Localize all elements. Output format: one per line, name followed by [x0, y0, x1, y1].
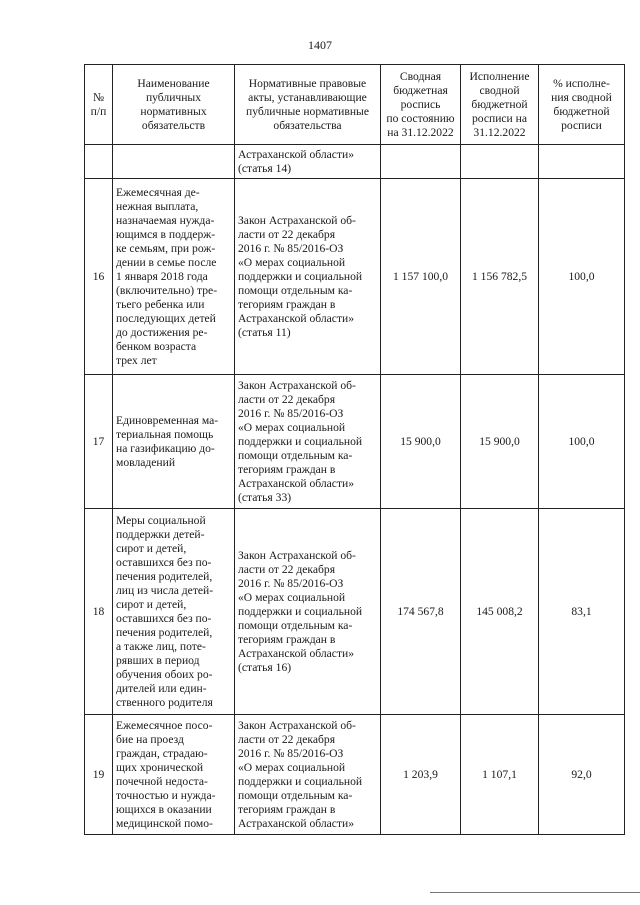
table-header-row [85, 65, 625, 145]
table-row [85, 715, 625, 835]
cell-name: Единовременная ма- териальная помощь на газификацию до- мовладений [113, 375, 235, 509]
cell-budget: 1 203,9 [381, 715, 461, 835]
cell-act: Закон Астраханской об- ласти от 22 декабря 2016 г. № 85/2016-ОЗ «О мерах социальной поддержки и социальной помощи отдельным ка- тегориям граждан в Астраханской области» (статья 11) [235, 179, 381, 375]
cell-num: 18 [85, 509, 113, 715]
cell-execution: 1 156 782,5 [461, 179, 539, 375]
header-percent: % исполне- ния сводной бюджетной росписи [539, 65, 625, 145]
cell-percent: 83,1 [539, 509, 625, 715]
cell-act: Астраханской области» (статья 14) [235, 145, 381, 179]
cell-percent: 100,0 [539, 375, 625, 509]
obligations-table [84, 64, 625, 835]
header-name: Наименование публичных нормативных обязательств [113, 65, 235, 145]
cell-act: Закон Астраханской об- ласти от 22 декабря 2016 г. № 85/2016-ОЗ «О мерах социальной поддержки и социальной помощи отдельным ка- тегориям граждан в Астраханской области» (статья 16) [235, 509, 381, 715]
cell-execution: 145 008,2 [461, 509, 539, 715]
header-budget: Сводная бюджетная роспись по состоянию на 31.12.2022 [381, 65, 461, 145]
table-row [85, 509, 625, 715]
table-row-continuation [85, 145, 625, 179]
cell-act: Закон Астраханской об- ласти от 22 декабря 2016 г. № 85/2016-ОЗ «О мерах социальной поддержки и социальной помощи отдельным ка- тегориям граждан в Астраханской области» [235, 715, 381, 835]
header-num: № п/п [85, 65, 113, 145]
cell-execution: 15 900,0 [461, 375, 539, 509]
cell-act: Закон Астраханской об- ласти от 22 декабря 2016 г. № 85/2016-ОЗ «О мерах социальной поддержки и социальной помощи отдельным ка- тегориям граждан в Астраханской области» (статья 33) [235, 375, 381, 509]
cell-percent: 92,0 [539, 715, 625, 835]
cell-percent: 100,0 [539, 179, 625, 375]
cell-name [113, 145, 235, 179]
scan-edge-line [430, 892, 640, 893]
cell-budget [381, 145, 461, 179]
cell-budget: 15 900,0 [381, 375, 461, 509]
cell-budget: 1 157 100,0 [381, 179, 461, 375]
table-row [85, 375, 625, 509]
header-acts: Нормативные правовые акты, устанавливающие публичные нормативные обязательства [235, 65, 381, 145]
cell-num: 19 [85, 715, 113, 835]
cell-execution: 1 107,1 [461, 715, 539, 835]
cell-execution [461, 145, 539, 179]
cell-name: Ежемесячное посо- бие на проезд граждан, страдаю- щих хронической почечной недоста- точностью и нужда- ющихся в оказании медицинской помо- [113, 715, 235, 835]
cell-num [85, 145, 113, 179]
table-row [85, 179, 625, 375]
cell-name: Меры социальной поддержки детей- сирот и детей, оставшихся без по- печения родителей, лиц из числа детей- сирот и детей, оставшихся без по- печения родителей, а также лиц, поте- рявших в период обучения обоих ро- дителей или един- ственного родителя [113, 509, 235, 715]
header-execution: Исполнение сводной бюджетной росписи на 31.12.2022 [461, 65, 539, 145]
page-number: 1407 [308, 38, 332, 52]
cell-num: 17 [85, 375, 113, 509]
cell-budget: 174 567,8 [381, 509, 461, 715]
cell-name: Ежемесячная де- нежная выплата, назначаемая нужда- ющимся в поддерж- ке семьям, при рож- дении в семье после 1 января 2018 года (включительно) тре- тьего ребенка или последующих детей до достижения ре- бенком возраста трех лет [113, 179, 235, 375]
cell-num: 16 [85, 179, 113, 375]
cell-percent [539, 145, 625, 179]
